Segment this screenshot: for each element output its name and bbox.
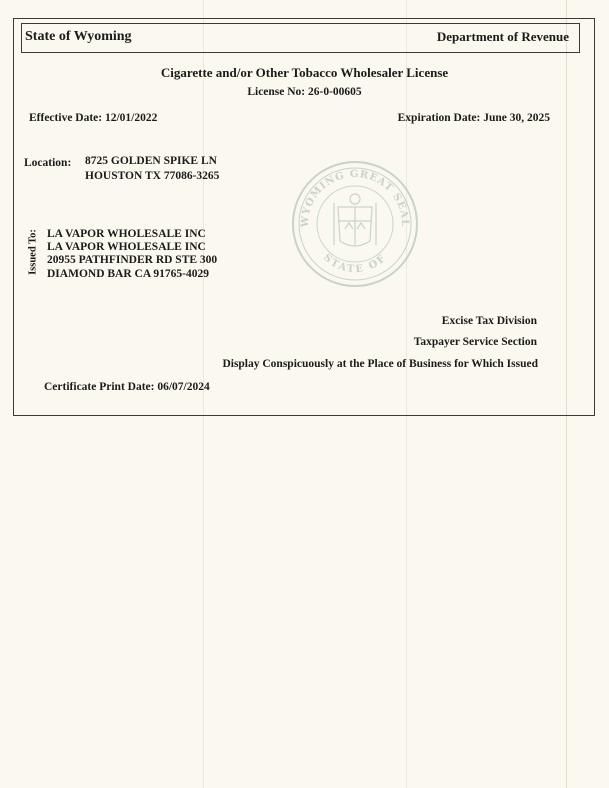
license-title: Cigarette and/or Other Tobacco Wholesaler License — [160, 65, 449, 80]
license-header — [21, 23, 580, 53]
location-line-1: 8725 GOLDEN SPIKE LN — [85, 155, 217, 167]
effective-date: Effective Date: 12/01/2022 — [29, 112, 158, 124]
state-seal-watermark — [290, 159, 420, 289]
excise-tax-division: Excise Tax Division — [441, 315, 537, 327]
taxpayer-service-section: Taxpayer Service Section — [413, 336, 537, 348]
license-number: License No: 26-0-00605 — [247, 86, 362, 98]
expiration-date: Expiration Date: June 30, 2025 — [397, 112, 550, 124]
svg-text:STATE OF: STATE OF — [320, 252, 390, 276]
svg-text:WYOMING GREAT SEAL: WYOMING GREAT SEAL — [299, 168, 411, 228]
issued-to-line: DIAMOND BAR CA 91765-4029 — [47, 268, 209, 280]
department-name: Department of Revenue — [436, 29, 569, 44]
issued-to-line: LA VAPOR WHOLESALE INC — [47, 228, 206, 240]
certificate-print-date: Certificate Print Date: 06/07/2024 — [44, 381, 210, 393]
issued-to-line: LA VAPOR WHOLESALE INC — [47, 241, 206, 253]
location-label: Location: — [24, 157, 72, 169]
issued-to-line: 20955 PATHFINDER RD STE 300 — [47, 254, 218, 266]
display-notice: Display Conspicuously at the Place of Business for Which Issued — [222, 358, 538, 370]
issued-to-label: Issued To: — [27, 229, 39, 275]
state-name: State of Wyoming — [25, 29, 132, 44]
location-line-2: HOUSTON TX 77086-3265 — [85, 170, 220, 182]
